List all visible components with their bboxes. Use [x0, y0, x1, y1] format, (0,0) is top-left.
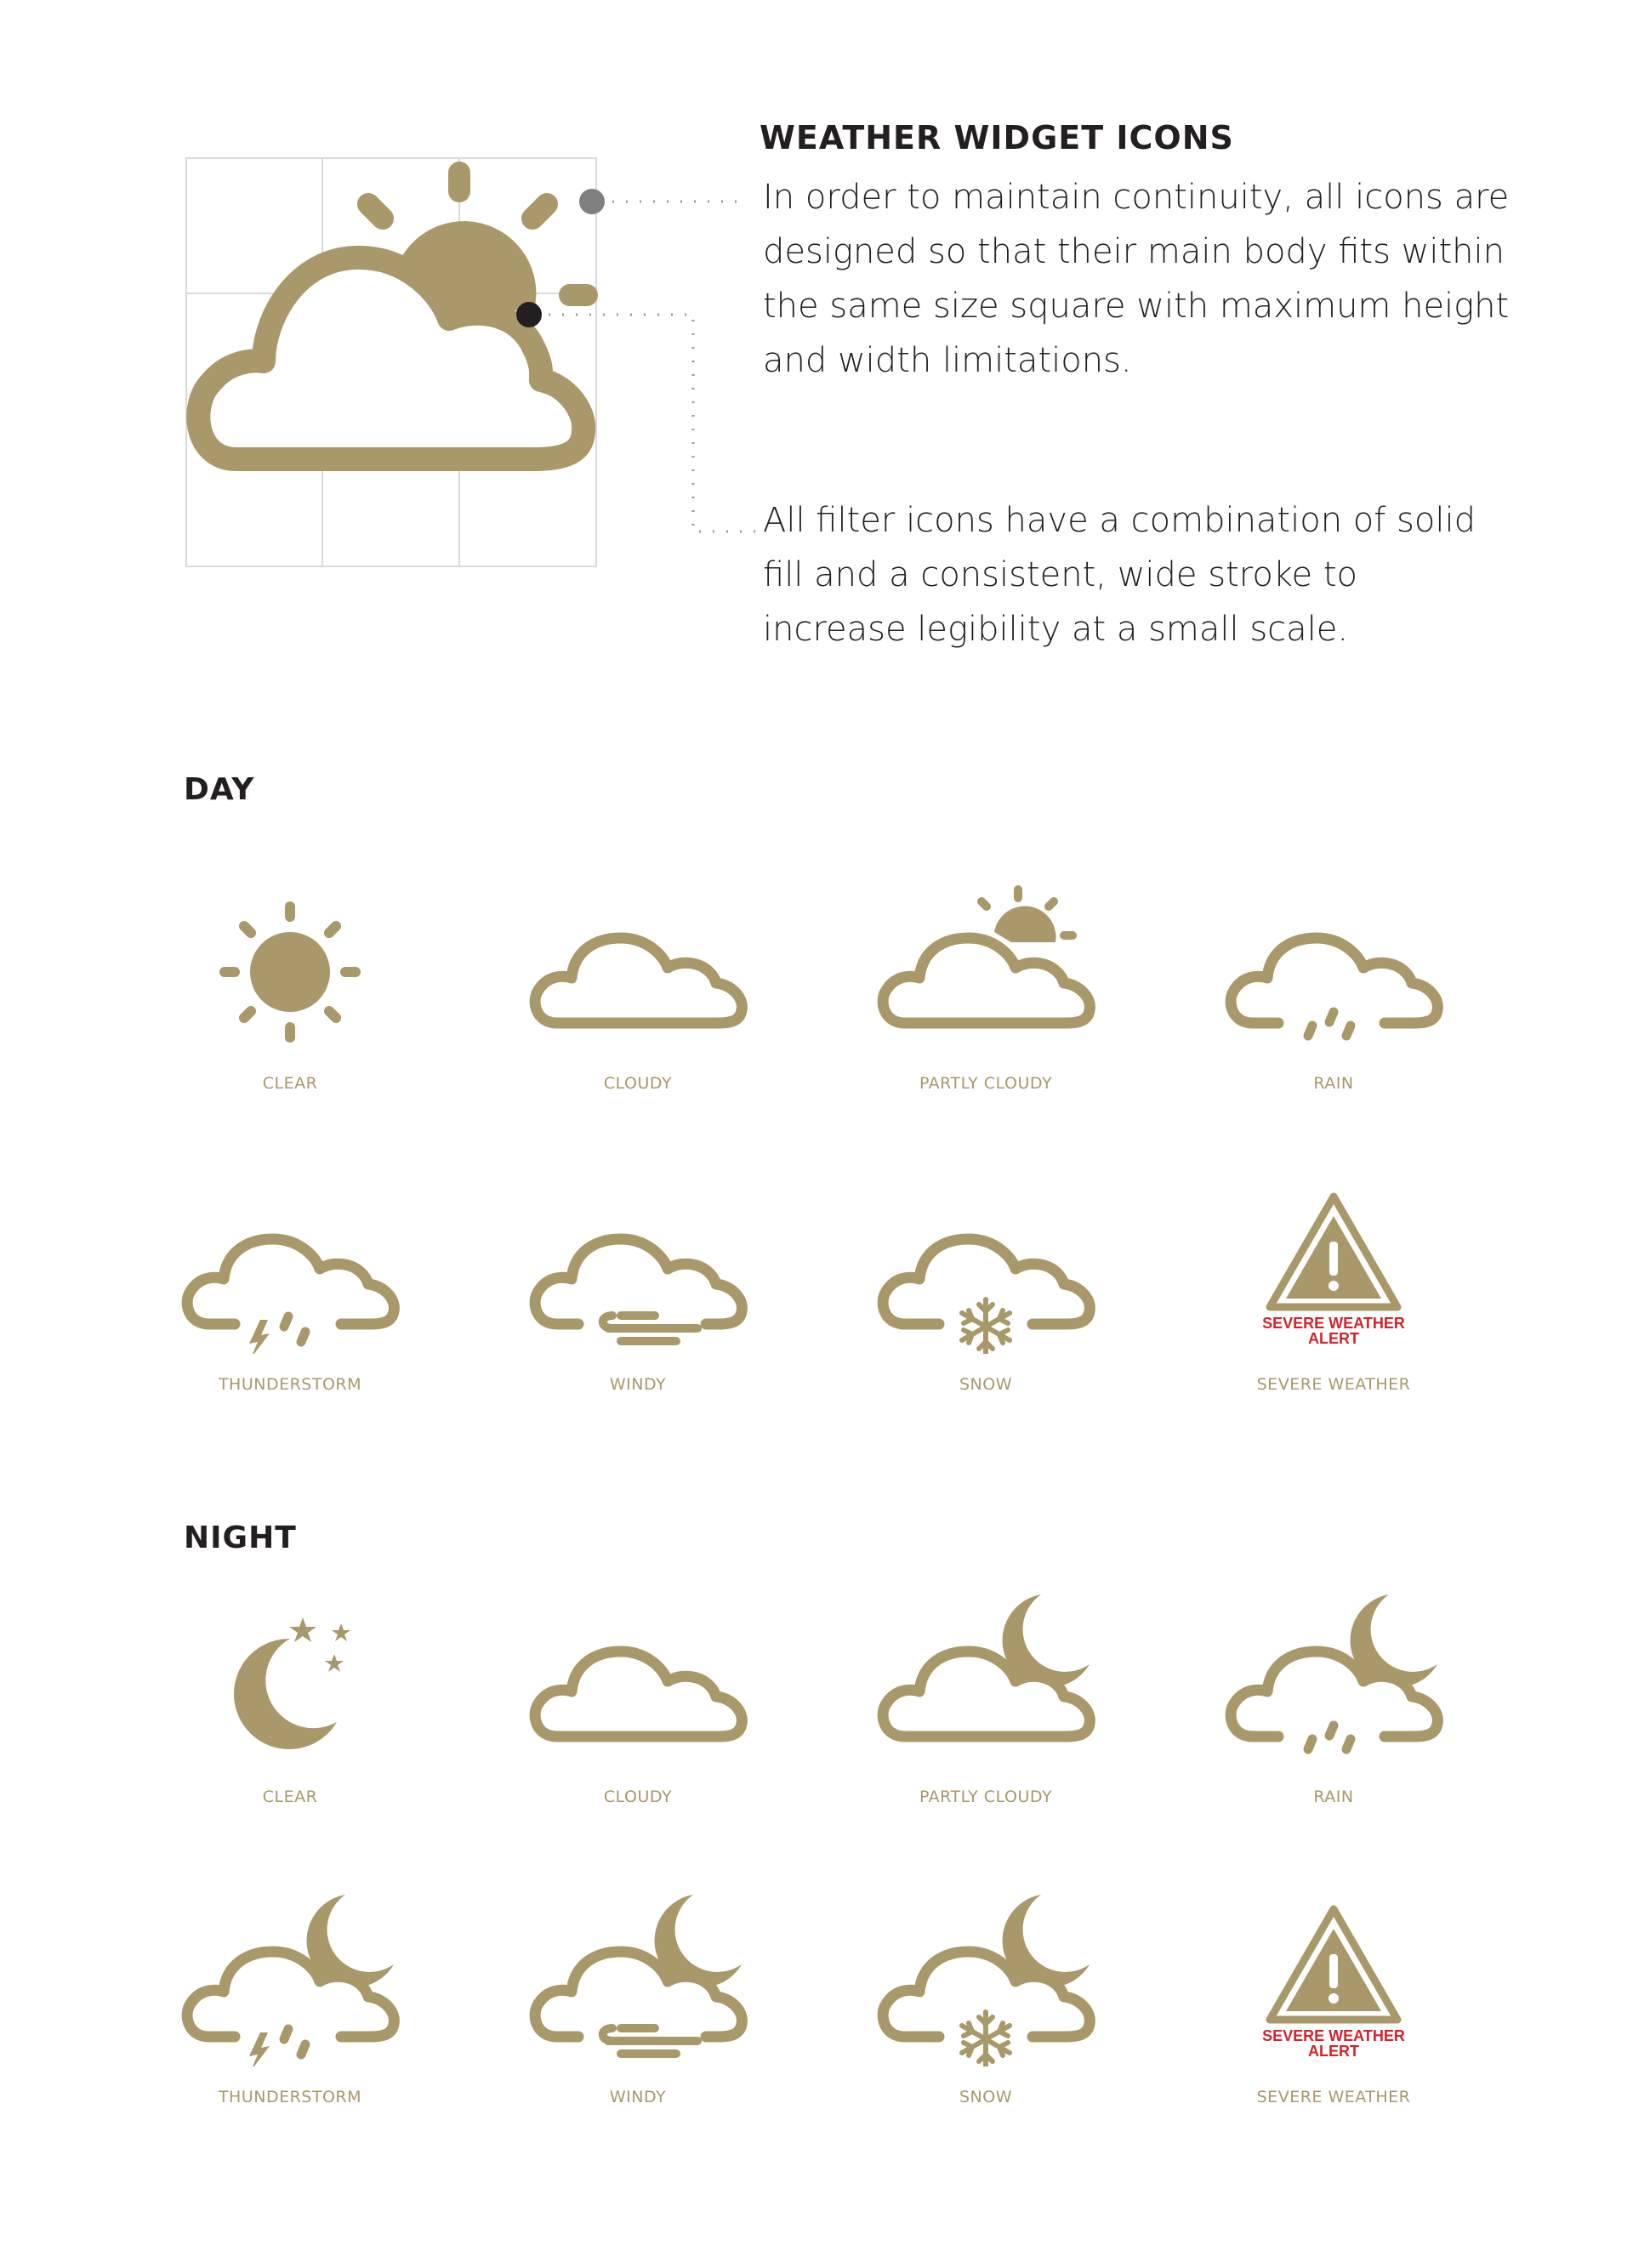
- night-cloudy-tile: [527, 1579, 748, 1826]
- icon-label: RAIN: [1313, 1074, 1354, 1093]
- day-snow-tile: [875, 1167, 1096, 1413]
- severe-weather-alert-icon: [1223, 1879, 1444, 2066]
- day-partly-cloudy-tile: [875, 866, 1096, 1112]
- snow-icon: [875, 1167, 1096, 1354]
- night-section-title: NIGHT: [184, 1521, 297, 1555]
- night-snow-icon: [875, 1879, 1096, 2066]
- icon-label: CLEAR: [262, 1788, 318, 1806]
- icon-label: SNOW: [959, 1375, 1012, 1394]
- severe-weather-alert-icon: [1223, 1167, 1444, 1354]
- night-rain-tile: [1223, 1579, 1444, 1826]
- icon-label: SEVERE WEATHER: [1256, 1375, 1411, 1394]
- moon-stars-icon: [179, 1579, 401, 1766]
- sun-icon: [179, 866, 401, 1053]
- stroke-description: All filter icons have a combination of solid fill and a consistent, wide stroke to increase legibility at a small scale.: [763, 501, 1476, 649]
- day-section-title: DAY: [184, 772, 255, 807]
- icon-label: SEVERE WEATHER: [1256, 2088, 1411, 2106]
- icon-label: CLOUDY: [603, 1074, 673, 1093]
- day-clear-tile: [179, 866, 401, 1112]
- continuity-description: In order to maintain continuity, all icons are designed so that their main body fits within the same size square with maximum height and width limitations.: [763, 178, 1510, 380]
- night-clear-tile: [179, 1579, 401, 1826]
- day-thunderstorm-tile: [179, 1167, 401, 1413]
- partly-cloudy-night-icon: [875, 1579, 1096, 1766]
- night-windy-tile: [527, 1879, 748, 2126]
- thunderstorm-icon: [179, 1167, 401, 1354]
- day-severe-weather-tile: [1223, 1167, 1444, 1413]
- night-snow-tile: [875, 1879, 1096, 2126]
- night-partly-cloudy-tile: [875, 1579, 1096, 1826]
- icon-label: THUNDERSTORM: [218, 2088, 362, 2106]
- page-title: WEATHER WIDGET ICONS: [760, 119, 1234, 156]
- hero-partly-cloudy-icon: [198, 173, 587, 459]
- cloud-icon: [527, 1579, 748, 1766]
- alert-badge-line2: ALERT: [1308, 1330, 1359, 1347]
- night-thunderstorm-tile: [179, 1879, 401, 2126]
- alert-badge-line2: ALERT: [1308, 2043, 1359, 2060]
- night-thunderstorm-icon: [179, 1879, 401, 2066]
- icon-label: PARTLY CLOUDY: [919, 1074, 1053, 1093]
- rain-icon: [1223, 866, 1444, 1053]
- cloud-icon: [527, 866, 748, 1053]
- icon-label: THUNDERSTORM: [218, 1375, 362, 1394]
- day-windy-tile: [527, 1167, 748, 1413]
- icon-label: PARTLY CLOUDY: [919, 1788, 1053, 1806]
- construction-grid-svg: [185, 157, 597, 567]
- icon-label: CLEAR: [262, 1074, 318, 1093]
- partly-cloudy-day-icon: [875, 866, 1096, 1053]
- night-severe-weather-tile: [1223, 1879, 1444, 2126]
- icon-construction-diagram: [185, 157, 597, 567]
- icon-label: WINDY: [609, 2088, 667, 2106]
- alert-badge-line1: SEVERE WEATHER: [1262, 1315, 1405, 1332]
- icon-label: SNOW: [959, 2088, 1012, 2106]
- night-rain-icon: [1223, 1579, 1444, 1766]
- day-rain-tile: [1223, 866, 1444, 1112]
- icon-label: RAIN: [1313, 1788, 1354, 1806]
- icon-label: CLOUDY: [603, 1788, 673, 1806]
- windy-icon: [527, 1167, 748, 1354]
- day-cloudy-tile: [527, 866, 748, 1112]
- icon-label: WINDY: [609, 1375, 667, 1394]
- night-windy-icon: [527, 1879, 748, 2066]
- alert-badge-line1: SEVERE WEATHER: [1262, 2027, 1405, 2044]
